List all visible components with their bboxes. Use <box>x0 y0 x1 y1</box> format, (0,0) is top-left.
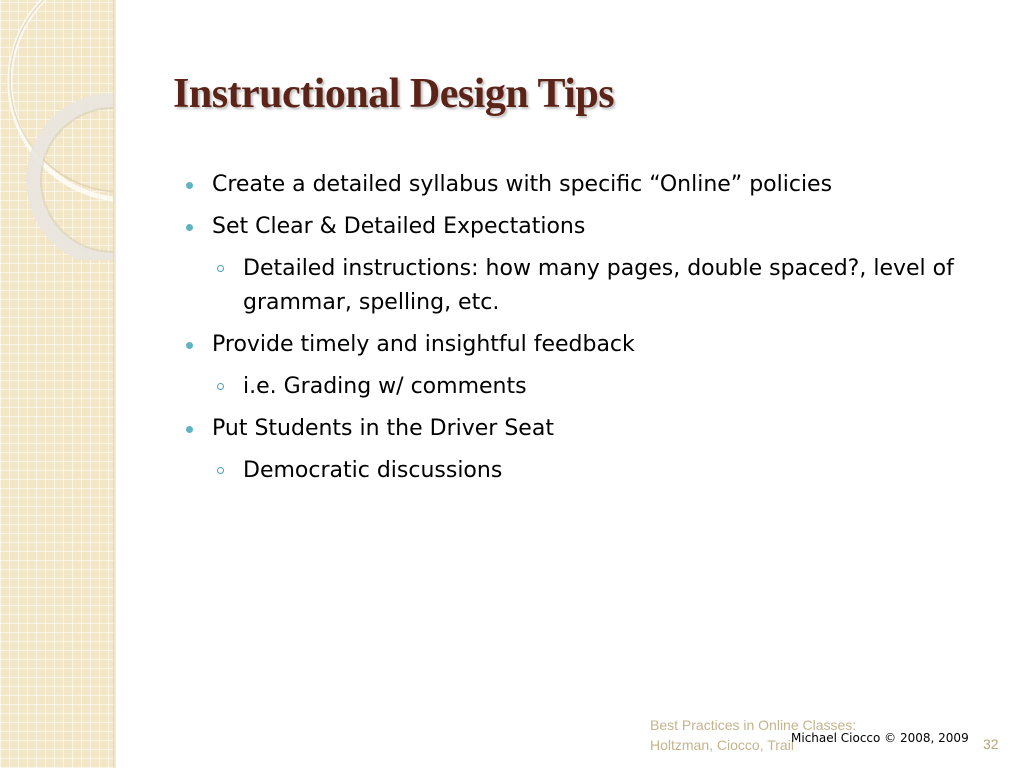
decorative-rings <box>0 0 113 260</box>
bullet-dot-icon <box>186 342 193 349</box>
sub-bullet-item <box>186 252 986 320</box>
bullet-dot-icon <box>186 182 193 189</box>
bullet-item <box>186 412 986 446</box>
footer-line-1: Best Practices in Online Classes: <box>650 717 857 733</box>
sub-bullet-text: Detailed instructions: how many pages, double spaced?, level of grammar, spelling, etc. <box>243 256 954 315</box>
sub-bullet-item <box>186 370 986 404</box>
copyright-notice: Michael Ciocco © 2008, 2009 <box>791 731 969 745</box>
bullet-item <box>186 328 986 362</box>
bullet-list <box>186 168 986 496</box>
slide-title: Instructional Design Tips <box>173 71 615 117</box>
bullet-text: Set Clear & Detailed Expectations <box>212 214 586 239</box>
decorative-sidebar <box>0 0 113 768</box>
sidebar-edge <box>113 0 116 768</box>
footer-line-2: Holtzman, Ciocco, Trail <box>650 737 794 753</box>
hollow-circle-icon <box>217 467 224 474</box>
page-number: 32 <box>983 736 999 752</box>
bullet-text: Provide timely and insightful feedback <box>212 332 635 357</box>
sub-bullet-text: i.e. Grading w/ comments <box>243 374 527 399</box>
hollow-circle-icon <box>217 383 224 390</box>
bullet-item <box>186 210 986 244</box>
bullet-dot-icon <box>186 224 193 231</box>
bullet-dot-icon <box>186 426 193 433</box>
bullet-text: Put Students in the Driver Seat <box>212 416 554 441</box>
bullet-text: Create a detailed syllabus with specific “Online” policies <box>212 172 833 197</box>
sub-bullet-text: Democratic discussions <box>243 458 503 483</box>
sub-bullet-item <box>186 454 986 488</box>
hollow-circle-icon <box>217 265 224 272</box>
bullet-item <box>186 168 986 202</box>
